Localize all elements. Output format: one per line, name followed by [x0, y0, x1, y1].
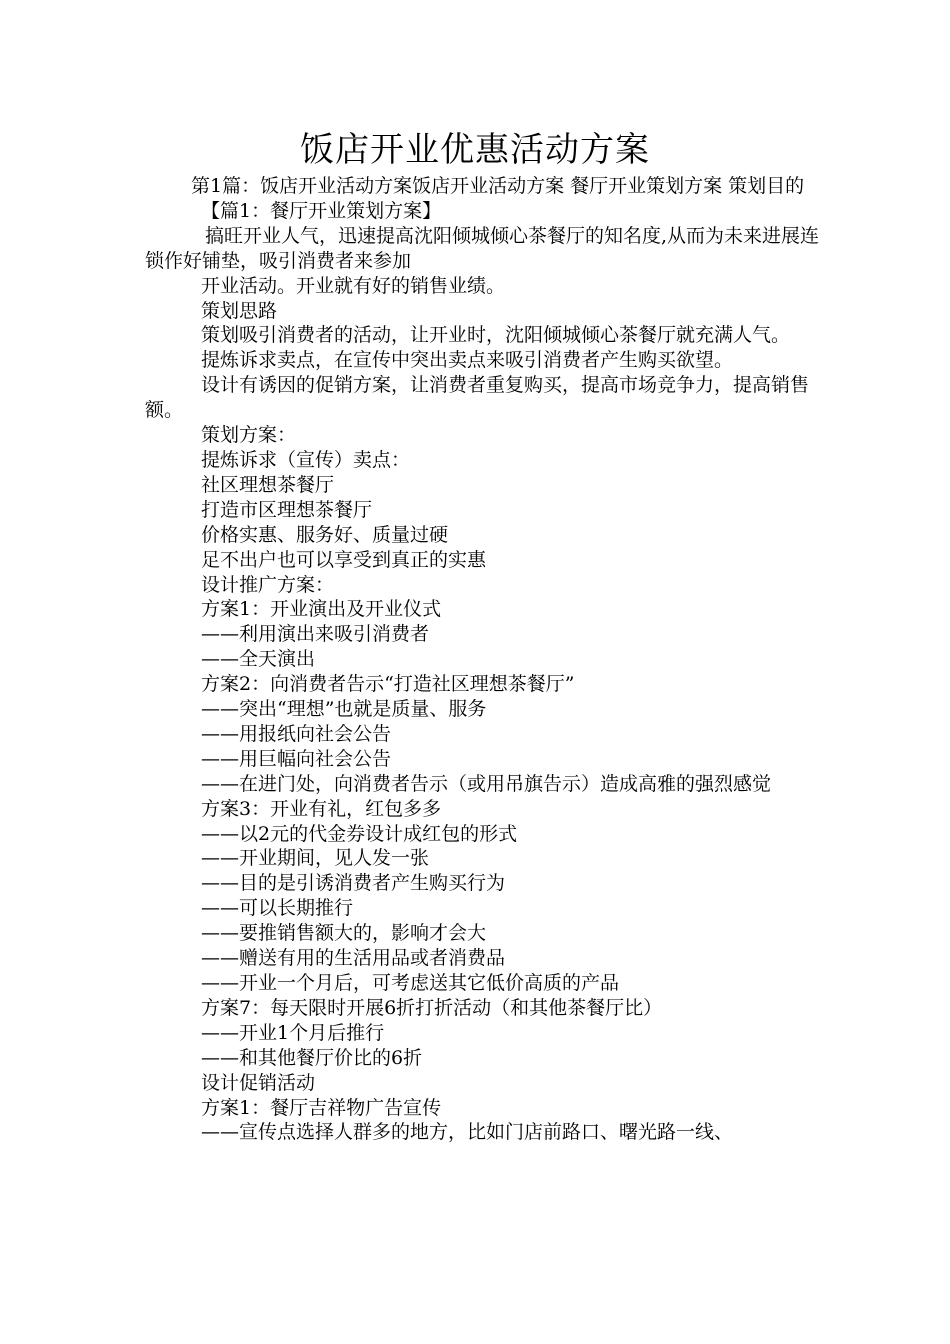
paragraph: 价格实惠、服务好、质量过硬	[201, 523, 449, 546]
paragraph: ——目的是引诱消费者产生购买行为	[201, 872, 506, 895]
paragraph: 足不出户也可以享受到真正的实惠	[201, 548, 487, 571]
paragraph: ——可以长期推行	[201, 897, 354, 920]
paragraph: ——宣传点选择人群多的地方，比如门店前路口、曙光路一线、	[201, 1121, 734, 1144]
document-body	[145, 174, 825, 1145]
paragraph: ——用报纸向社会公告	[201, 722, 392, 745]
paragraph: ——要推销售额大的，影响才会大	[201, 922, 487, 945]
paragraph: ——和其他餐厅价比的6折	[201, 1046, 423, 1069]
paragraph: 【篇1：餐厅开业策划方案】	[201, 199, 442, 222]
paragraph: 开业活动。开业就有好的销售业绩。	[201, 274, 506, 297]
paragraph: 方案3：开业有礼，红包多多	[201, 797, 442, 820]
paragraph: ——开业期间，见人发一张	[201, 847, 430, 870]
paragraph: ——以2元的代金券设计成红包的形式	[201, 822, 518, 845]
paragraph: 提炼诉求卖点，在宣传中突出卖点来吸引消费者产生购买欲望。	[201, 349, 734, 372]
paragraph: 第1篇：饭店开业活动方案饭店开业活动方案 餐厅开业策划方案 策划目的	[191, 175, 805, 197]
paragraph: 方案7：每天限时开展6折打折活动（和其他茶餐厅比）	[201, 996, 663, 1019]
paragraph: ——开业1个月后推行	[201, 1021, 385, 1044]
paragraph: 设计有诱因的促销方案，让消费者重复购买，提高市场竞争力，提高销售额。	[145, 374, 810, 422]
paragraph: 提炼诉求（宣传）卖点：	[201, 448, 411, 471]
paragraph: ——在进门处，向消费者告示（或用吊旗告示）造成高雅的强烈感觉	[201, 772, 772, 795]
paragraph: 策划方案：	[201, 424, 297, 447]
paragraph: 打造市区理想茶餐厅	[201, 498, 373, 521]
document-title: 饭店开业优惠活动方案	[300, 130, 650, 170]
paragraph: ——全天演出	[201, 648, 316, 671]
paragraph: 方案1：开业演出及开业仪式	[201, 598, 442, 621]
paragraph: 搞旺开业人气，迅速提高沈阳倾城倾心茶餐厅的知名度,从而为未来进展连锁作好铺垫，吸引消费者来参加	[145, 224, 820, 272]
paragraph: ——用巨幅向社会公告	[201, 747, 392, 770]
paragraph: 设计推广方案：	[201, 573, 335, 596]
paragraph: 社区理想茶餐厅	[201, 473, 335, 496]
paragraph: 策划思路	[201, 299, 278, 322]
paragraph: ——赠送有用的生活用品或者消费品	[201, 947, 506, 970]
paragraph: 策划吸引消费者的活动，让开业时，沈阳倾城倾心茶餐厅就充满人气。	[201, 324, 791, 347]
paragraph: ——开业一个月后，可考虑送其它低价高质的产品	[201, 972, 620, 994]
paragraph: ——利用演出来吸引消费者	[201, 623, 430, 646]
paragraph: 方案2：向消费者告示“打造社区理想茶餐厅”	[201, 673, 575, 696]
paragraph: 方案1：餐厅吉祥物广告宣传	[201, 1096, 442, 1119]
paragraph: ——突出“理想”也就是质量、服务	[201, 698, 487, 721]
paragraph: 设计促销活动	[201, 1071, 316, 1094]
